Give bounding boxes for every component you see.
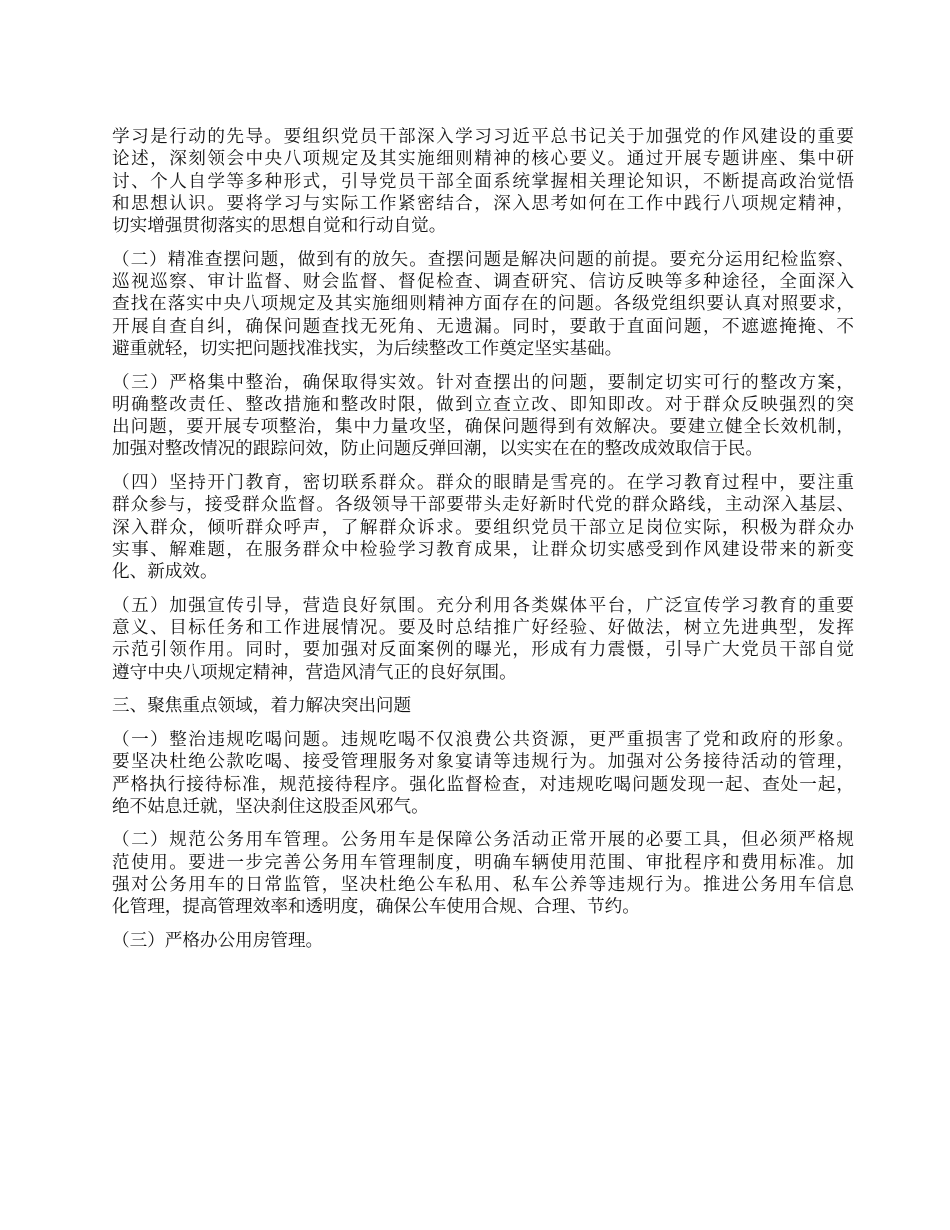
- text-line: 三、聚焦重点领域，着力解决突出问题: [112, 696, 412, 717]
- text-line: （二）精准查摆问题，做到有的放矢。查摆问题是解决问题的前提。要充分运用纪检监察、: [112, 249, 854, 270]
- text-line: 开展自查自纠，确保问题查找无死角、无遗漏。同时，要敢于直面问题，不遮遮掩掩、不: [112, 316, 854, 337]
- text-line: 意义、目标任务和工作进展情况。要及时总结推广好经验、好做法，树立先进典型，发挥: [112, 618, 854, 639]
- text-line: 和思想认识。要将学习与实际工作紧密结合，深入思考如何在工作中践行八项规定精神，: [112, 193, 854, 214]
- text-line: （五）加强宣传引导，营造良好氛围。充分利用各类媒体平台，广泛宣传学习教育的重要: [112, 595, 854, 616]
- text-line: 查找在落实中央八项规定及其实施细则精神方面存在的问题。各级党组织要认真对照要求，: [112, 294, 854, 315]
- text-line: 范使用。要进一步完善公务用车管理制度，明确车辆使用范围、审批程序和费用标准。加: [112, 852, 854, 873]
- text-line: 加强对整改情况的跟踪问效，防止问题反弹回潮，以实实在在的整改成效取信于民。: [112, 439, 763, 460]
- paragraph: [112, 126, 854, 237]
- text-line: 巡视巡察、审计监督、财会监督、督促检查、调查研究、信访反映等多种途径，全面深入: [112, 272, 854, 293]
- text-line: 出问题，要开展专项整治，集中力量攻坚，确保问题得到有效解决。要建立健全长效机制，: [112, 417, 854, 438]
- text-line: 深入群众，倾听群众呼声，了解群众诉求。要组织党员干部立足岗位实际，积极为群众办: [112, 517, 854, 538]
- document-page: [112, 126, 854, 963]
- text-line: 避重就轻，切实把问题找准找实，为后续整改工作奠定坚实基础。: [112, 338, 623, 359]
- paragraph: [112, 729, 854, 818]
- paragraph: [112, 372, 854, 461]
- text-line: 遵守中央八项规定精神，营造风清气正的良好氛围。: [112, 662, 517, 683]
- section-heading: [112, 695, 854, 717]
- text-line: 化管理，提高管理效率和透明度，确保公车使用合规、合理、节约。: [112, 897, 640, 918]
- text-line: 论述，深刻领会中央八项规定及其实施细则精神的核心要义。通过开展专题讲座、集中研: [112, 149, 854, 170]
- text-line: （四）坚持开门教育，密切联系群众。群众的眼睛是雪亮的。在学习教育过程中，要注重: [112, 473, 854, 494]
- text-line: 强对公务用车的日常监管，坚决杜绝公车私用、私车公养等违规行为。推进公务用车信息: [112, 874, 854, 895]
- text-line: 讨、个人自学等多种形式，引导党员干部全面系统掌握相关理论知识，不断提高政治觉悟: [112, 171, 854, 192]
- text-line: 实事、解难题，在服务群众中检验学习教育成果，让群众切实感受到作风建设带来的新变: [112, 539, 854, 560]
- paragraph: [112, 595, 854, 684]
- text-line: （一）整治违规吃喝问题。违规吃喝不仅浪费公共资源，更严重损害了党和政府的形象。: [112, 729, 854, 750]
- text-line: （三）严格办公用房管理。: [112, 930, 324, 951]
- text-line: 严格执行接待标准，规范接待程序。强化监督检查，对违规吃喝问题发现一起、查处一起，: [112, 774, 854, 795]
- paragraph: [112, 930, 854, 952]
- text-line: 化、新成效。: [112, 562, 218, 583]
- paragraph: [112, 472, 854, 583]
- text-line: 群众参与，接受群众监督。各级领导干部要带头走好新时代党的群众路线，主动深入基层、: [112, 495, 854, 516]
- paragraph: [112, 249, 854, 360]
- text-line: （三）严格集中整治，确保取得实效。针对查摆出的问题，要制定切实可行的整改方案，: [112, 372, 854, 393]
- text-line: （二）规范公务用车管理。公务用车是保障公务活动正常开展的必要工具，但必须严格规: [112, 830, 854, 851]
- text-line: 明确整改责任、整改措施和整改时限，做到立查立改、即知即改。对于群众反映强烈的突: [112, 394, 854, 415]
- paragraph: [112, 829, 854, 918]
- text-line: 示范引领作用。同时，要加强对反面案例的曝光，形成有力震慑，引导广大党员干部自觉: [112, 640, 854, 661]
- text-line: 要坚决杜绝公款吃喝、接受管理服务对象宴请等违规行为。加强对公务接待活动的管理，: [112, 752, 854, 773]
- text-line: 绝不姑息迁就，坚决刹住这股歪风邪气。: [112, 796, 429, 817]
- text-line: 学习是行动的先导。要组织党员干部深入学习习近平总书记关于加强党的作风建设的重要: [112, 127, 854, 147]
- text-line: 切实增强贯彻落实的思想自觉和行动自觉。: [112, 216, 447, 237]
